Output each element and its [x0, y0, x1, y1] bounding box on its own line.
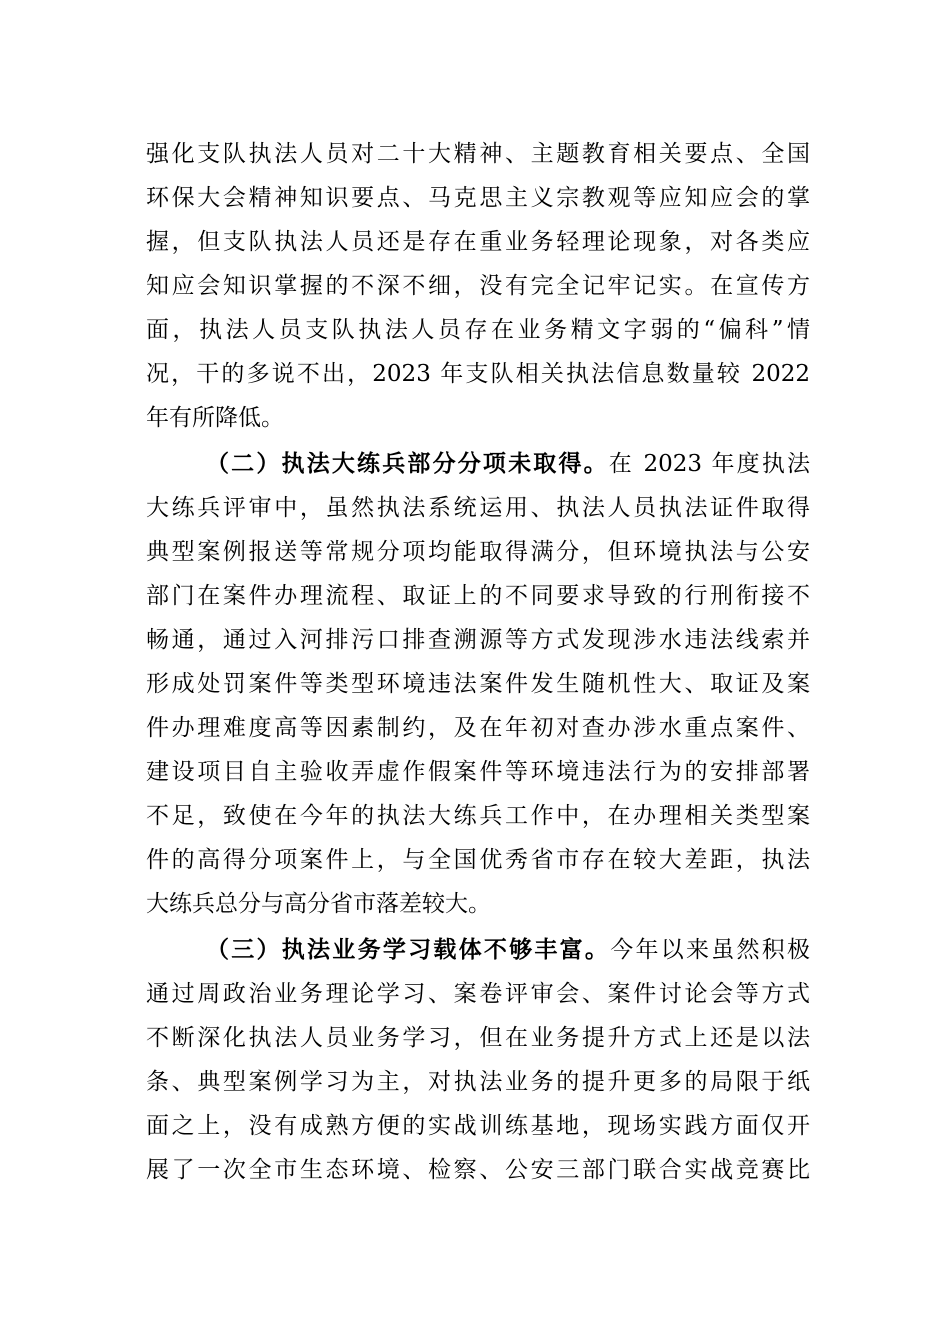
paragraph-2-line: 不足，致使在今年的执法大练兵工作中，在办理相关类型案	[146, 803, 810, 829]
paragraph-1-line: 况，干的多说不出，2023 年支队相关执法信息数量较 2022	[146, 361, 810, 387]
paragraph-2-heading: （二）执法大练兵部分分项未取得。	[206, 450, 609, 477]
paragraph-3-first-line	[206, 928, 810, 972]
paragraph-2-line: 件办理难度高等因素制约，及在年初对查办涉水重点案件、	[146, 715, 810, 741]
paragraph-1-line: 面，执法人员支队执法人员存在业务精文字弱的“偏科”情	[146, 317, 810, 343]
paragraph-2-line: 典型案例报送等常规分项均能取得满分，但环境执法与公安	[146, 539, 810, 565]
paragraph-2-first-line	[206, 442, 810, 486]
paragraph-1-line: 握，但支队执法人员还是存在重业务轻理论现象，对各类应	[146, 229, 810, 255]
paragraph-3-heading: （三）执法业务学习载体不够丰富。	[206, 936, 611, 963]
paragraph-3-line: 条、典型案例学习为主，对执法业务的提升更多的局限于纸	[146, 1069, 810, 1095]
paragraph-1-line: 强化支队执法人员对二十大精神、主题教育相关要点、全国	[146, 141, 810, 167]
paragraph-3-line: 不断深化执法人员业务学习，但在业务提升方式上还是以法	[146, 1025, 810, 1051]
paragraph-3-line: 面之上，没有成熟方便的实战训练基地，现场实践方面仅开	[146, 1113, 810, 1139]
paragraph-3-line: 展了一次全市生态环境、检察、公安三部门联合实战竞赛比	[146, 1157, 810, 1183]
paragraph-1-line: 年有所降低。	[146, 405, 284, 431]
paragraph-2-line: 部门在案件办理流程、取证上的不同要求导致的行刑衔接不	[146, 583, 810, 609]
paragraph-2-line: 大练兵总分与高分省市落差较大。	[146, 891, 491, 917]
paragraph-1-line: 环保大会精神知识要点、马克思主义宗教观等应知应会的掌	[146, 185, 810, 211]
paragraph-2-line: 畅通，通过入河排污口排查溯源等方式发现涉水违法线索并	[146, 627, 810, 653]
paragraph-1-line: 知应会知识掌握的不深不细，没有完全记牢记实。在宣传方	[146, 273, 810, 299]
paragraph-2-line: 大练兵评审中，虽然执法系统运用、执法人员执法证件取得	[146, 495, 810, 521]
paragraph-3-line: 通过周政治业务理论学习、案卷评审会、案件讨论会等方式	[146, 981, 810, 1007]
paragraph-2-line: 形成处罚案件等类型环境违法案件发生随机性大、取证及案	[146, 671, 810, 697]
paragraph-2-line: 建设项目自主验收弄虚作假案件等环境违法行为的安排部署	[146, 759, 810, 785]
paragraph-2-line: 件的高得分项案件上，与全国优秀省市存在较大差距，执法	[146, 847, 810, 873]
paragraph-2-first-line-text: 在 2023 年度执法	[608, 451, 811, 477]
paragraph-3-first-line-text: 今年以来虽然积极	[610, 937, 811, 963]
